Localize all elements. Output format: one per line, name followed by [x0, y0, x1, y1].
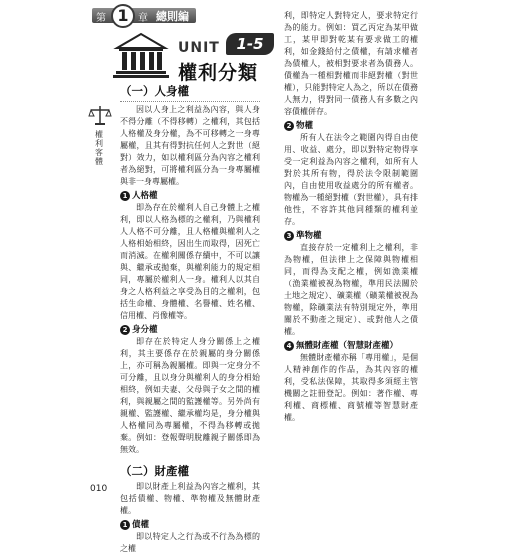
subheading-personality-rights: [120, 190, 260, 202]
number-badge-2: 2: [284, 121, 294, 131]
paragraph-intangible-property: 無體財產權亦稱「專用權」，是個人精神創作的作品，為其內容的權利，受私法保障，其取得多須經主管機關之註冊登記。例如：著作權、專利權、商標權、商號權等智慧財產權。: [284, 353, 418, 422]
page-number: 010: [90, 484, 108, 494]
paragraph-property-rights: 即以財產上利益為內容之權利，其包括債權、物權、準物權及無體財產權。: [120, 482, 260, 515]
section-heading-personal-rights: （一）人身權: [120, 84, 260, 102]
chapter-header: [92, 4, 200, 26]
subheading-quasi-real-rights: [284, 230, 418, 242]
number-badge-1: 1: [120, 520, 130, 530]
unit-number: 1-5: [226, 33, 274, 55]
subheading-text: 人格權: [132, 191, 158, 201]
paragraph-personality-rights: 即為存在於權利人自己身體上之權利，即以人格為標的之權利，乃與權利人人格不可分離，且人格權與權利人之人格相始相終，因出生而取得，因死亡而消滅。在權利關係存續中，不可以讓與、繼承或拋棄，與權利能力的規定相同，專屬於權利人一身。權利人以其自身之人格利益之享受為目的之權利，包括生命權、身體權、名譽權、姓名權、信用權、肖像權等。: [120, 203, 260, 320]
side-note: 權利客體: [95, 130, 103, 166]
paragraph-personal-rights: 因以人身上之利益為內容，與人身不得分離（不得移轉）之權利，其包括人格權及身分權，為不可移轉之一身專屬權，且其有得對抗任何人之對世（絕對）效力，如以權利區分為內容之權利者為絕對，可將權利區分為一身專屬權與非一身專屬權。: [120, 105, 260, 186]
paragraph-real-rights: 所有人在法令之範圍內得自由使用、收益、處分，即以對特定物得享受一定利益為內容之權利，如所有人對於其所有物，得於法令限制範圍內，自由使用收益處分的所有權者。物權為一種絕對權（對世權），具有排他性，不容許其他同種類的權利並存。: [284, 133, 418, 226]
number-badge-3: 3: [284, 231, 294, 241]
chapter-prefix: 第: [96, 13, 106, 24]
unit-title: 權利分類: [178, 62, 259, 84]
paragraph-claims-continued: 利，即特定人對特定人，要求特定行為的能力。例如：買乙丙定為某甲做工，某甲即對乾某有要求做工的權利，如金錢給付之債權，有請求權者為債權人，被相對要求者為債務人。債權為一種相對權而非絕對權（對世權），只能對特定人為之，所以在債務人無力，得對同一債務人有多數之內容債權併存。: [284, 11, 418, 116]
left-column: [120, 82, 260, 555]
paragraph-status-rights: 即存在於特定人身分關係上之權利，其主要係存在於親屬的身分關係上，亦可稱為親屬權。即與一定身分不可分離，且以身分與權利人的身分相始相終，例如夫妻、父母與子女之間的權利，與親屬之間的監護權等。另外尚有親權、監護權、繼承權均是，身分權與人格權同為專屬權，不得為移轉或拋棄。例如：登報聲明脫離親子關係即為無效。: [120, 337, 260, 454]
building-icon: [113, 30, 169, 78]
section-heading-property-rights: （二）財產權: [120, 464, 189, 478]
number-badge-2: 2: [120, 325, 130, 335]
subheading-text: 準物權: [296, 231, 322, 241]
subheading-text: 物權: [296, 121, 314, 131]
subheading-text: 無體財產權（智慧財產權）: [296, 341, 399, 351]
subheading-intangible-property: [284, 340, 418, 352]
subheading-claims: [120, 519, 260, 531]
chapter-number-badge: 1: [111, 4, 135, 28]
number-badge-1: 1: [120, 191, 130, 201]
subheading-status-rights: [120, 324, 260, 336]
right-column: [284, 10, 418, 424]
paragraph-quasi-real-rights: 直接存於一定權利上之權利，非為物權，但法律上之保障與物權相同，而得為支配之權，例如漁業權（漁業權被視為物權，準用民法關於土地之規定）、礦業權（礦業權被視為物權，除礦業法有特別規定外，準用關於不動產之規定）、或對他人之債權。: [284, 243, 418, 336]
section-name: 總則編: [156, 10, 189, 23]
unit-label: UNIT: [178, 40, 220, 56]
subheading-text: 債權: [132, 520, 150, 530]
subheading-text: 身分權: [132, 325, 158, 335]
scales-icon: [88, 104, 112, 126]
chapter-suffix: 章: [138, 13, 148, 24]
number-badge-4: 4: [284, 341, 294, 351]
paragraph-claims: 即以特定人之行為或不行為為標的之權: [120, 532, 260, 553]
subheading-real-rights: [284, 120, 418, 132]
